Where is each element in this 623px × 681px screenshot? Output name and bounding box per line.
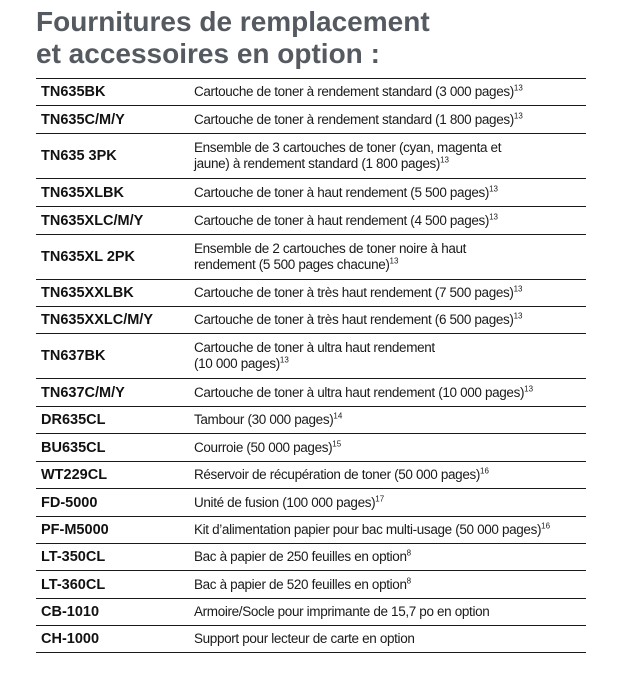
footnote-ref: 15 xyxy=(332,439,342,448)
product-code: BU635CL xyxy=(41,439,106,456)
product-description xyxy=(194,185,586,201)
footnote-ref: 16 xyxy=(480,466,489,476)
product-description xyxy=(194,604,586,620)
table-row xyxy=(36,207,586,235)
description-text: Réservoir de récupération de toner (50 000 pages) xyxy=(194,467,481,482)
product-description xyxy=(194,84,586,100)
footnote-ref: 13 xyxy=(513,311,523,321)
table-row xyxy=(36,517,586,544)
product-code: TN637BK xyxy=(41,348,106,364)
description-text: Support pour lecteur de carte en option xyxy=(194,631,415,646)
description-text: Ensemble de 3 cartouches de toner (cyan, magenta et jaune) à rendement standard (1 800 pages) xyxy=(194,140,502,171)
product-code: TN635BK xyxy=(41,84,106,100)
product-code: WT229CL xyxy=(41,467,108,483)
product-code: LT-360CL xyxy=(41,576,106,593)
footnote-ref: 13 xyxy=(513,83,523,93)
table-row xyxy=(36,599,586,626)
product-code: LT-350CL xyxy=(41,549,106,565)
footnote-ref: 13 xyxy=(389,256,399,266)
product-description xyxy=(194,285,586,301)
table-row xyxy=(36,571,586,599)
description-text: Cartouche de toner à très haut rendement (6 500 pages) xyxy=(194,312,514,327)
table-row xyxy=(36,407,586,434)
product-code: CH-1000 xyxy=(41,631,100,647)
table-row xyxy=(36,179,586,207)
footnote-ref: 16 xyxy=(541,521,551,531)
description-text: Cartouche de toner à ultra haut rendement (10 000 pages) xyxy=(194,340,435,371)
table-row xyxy=(36,307,586,334)
product-description xyxy=(194,241,586,273)
title-line-1: Fournitures de remplacement xyxy=(36,6,430,37)
product-code: TN637C/M/Y xyxy=(41,384,125,401)
product-description xyxy=(194,440,586,456)
product-description xyxy=(194,549,586,565)
description-text: Kit d’alimentation papier pour bac multi-usage (50 000 pages) xyxy=(194,522,542,537)
product-code: DR635CL xyxy=(41,412,106,428)
description-text: Cartouche de toner à rendement standard (1 800 pages) xyxy=(194,111,514,127)
product-description xyxy=(194,385,586,401)
product-description xyxy=(194,631,586,647)
table-row xyxy=(36,544,586,571)
footnote-ref: 8 xyxy=(406,576,412,585)
table-row xyxy=(36,280,586,307)
product-description xyxy=(194,213,586,229)
description-text: Ensemble de 2 cartouches de toner noire à haut rendement (5 500 pages chacune) xyxy=(194,241,467,272)
table-row xyxy=(36,379,586,407)
product-description xyxy=(194,112,586,128)
product-code: TN635XL 2PK xyxy=(41,249,136,265)
product-description xyxy=(194,577,586,593)
product-code: TN635XLC/M/Y xyxy=(41,212,144,229)
description-text: Unité de fusion (100 000 pages) xyxy=(194,494,376,510)
product-code: CB-1010 xyxy=(41,604,100,620)
table-row xyxy=(36,235,586,280)
product-description xyxy=(194,340,586,372)
description-text: Bac à papier de 520 feuilles en option xyxy=(194,576,407,592)
footnote-ref: 13 xyxy=(513,111,523,120)
description-text: Bac à papier de 250 feuilles en option xyxy=(194,549,407,564)
table-row xyxy=(36,434,586,462)
product-description xyxy=(194,522,586,538)
table-row xyxy=(36,489,586,517)
table-row xyxy=(36,106,586,134)
product-code: TN635XXLBK xyxy=(41,285,134,301)
product-description xyxy=(194,495,586,511)
table-row xyxy=(36,134,586,179)
footnote-ref: 13 xyxy=(279,355,289,365)
product-description xyxy=(194,312,586,328)
product-description xyxy=(194,412,586,428)
footnote-ref: 13 xyxy=(489,212,498,221)
table-row xyxy=(36,79,586,106)
footnote-ref: 13 xyxy=(489,184,498,193)
product-code: TN635XLBK xyxy=(41,184,124,201)
product-code: TN635 3PK xyxy=(41,148,117,164)
description-text: Cartouche de toner à haut rendement (5 500 pages) xyxy=(194,184,490,200)
supplies-table xyxy=(36,78,586,653)
description-text: Tambour (30 000 pages) xyxy=(194,412,334,427)
table-row xyxy=(36,334,586,379)
description-text: Cartouche de toner à ultra haut rendement (10 000 pages) xyxy=(194,384,525,400)
product-description xyxy=(194,140,586,172)
description-text: Cartouche de toner à très haut rendement (7 500 pages) xyxy=(194,285,514,300)
footnote-ref: 8 xyxy=(406,548,412,558)
product-code: PF-M5000 xyxy=(41,522,109,538)
product-code: TN635C/M/Y xyxy=(41,111,125,128)
product-code: TN635XXLC/M/Y xyxy=(41,312,153,328)
footnote-ref: 13 xyxy=(524,384,534,393)
footnote-ref: 13 xyxy=(513,284,523,294)
footnote-ref: 17 xyxy=(375,494,385,503)
product-description xyxy=(194,467,586,483)
page-title xyxy=(36,6,616,70)
footnote-ref: 14 xyxy=(333,411,343,421)
description-text: Armoire/Socle pour imprimante de 15,7 po en option xyxy=(194,604,490,619)
product-code: FD-5000 xyxy=(41,494,98,511)
title-line-2: et accessoires en option : xyxy=(36,38,380,69)
description-text: Cartouche de toner à haut rendement (4 500 pages) xyxy=(194,212,490,228)
footnote-ref: 13 xyxy=(440,155,449,165)
description-text: Cartouche de toner à rendement standard (3 000 pages) xyxy=(194,84,514,99)
table-row xyxy=(36,462,586,489)
description-text: Courroie (50 000 pages) xyxy=(194,439,333,455)
table-row xyxy=(36,626,586,653)
